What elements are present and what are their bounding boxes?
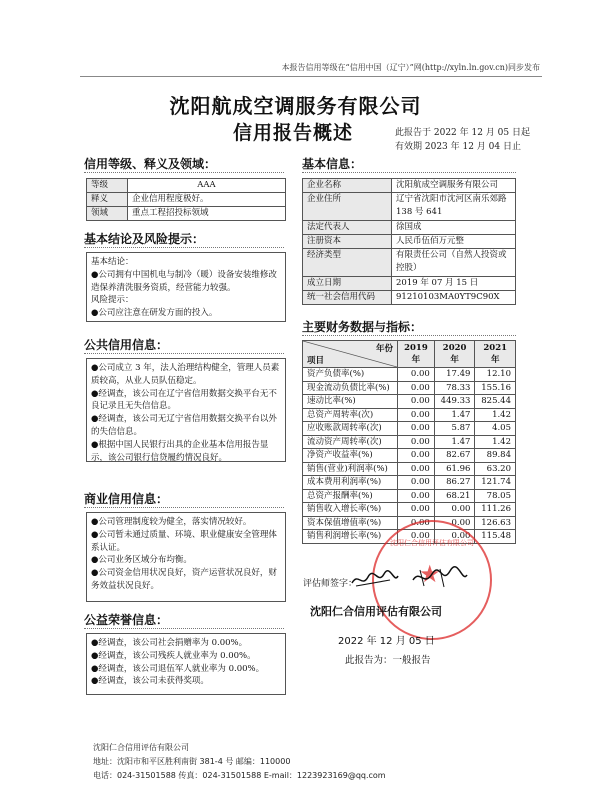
basic-info-table [302,178,516,305]
rating-row [87,207,286,221]
rating-section-title: 信用等级、释义及领域： [84,157,217,171]
financial-row [303,422,516,436]
financial-value: 0.00 [398,489,435,503]
financial-value: 17.49 [434,368,475,382]
basic-info-row [303,291,516,305]
public-welfare-item: ●经调查，该公司残疾人就业率为 0.00%。 [91,650,256,661]
conclusion-box [86,252,286,322]
rating-divider [84,172,284,173]
financial-value: 1.42 [475,408,516,422]
financial-value: 0.00 [398,408,435,422]
financial-metric-name: 销售(营业)利润率(%) [303,462,398,476]
public-credit-item: ●经调查，该公司无辽宁省信用数据交换平台以外的失信信息。 [91,414,277,437]
financial-row [303,395,516,409]
financial-value: 0.00 [398,530,435,544]
financial-metric-name: 现金流动负债比率(%) [303,381,398,395]
financial-section-title: 主要财务数据与指标： [302,320,423,334]
public-welfare-item: ●经调查，该公司退伍军人就业率为 0.00%。 [91,663,265,674]
financial-metric-name: 应收账款周转率(次) [303,422,398,436]
financial-value: 0.00 [398,381,435,395]
basic-conclusion-item: ●公司拥有中国机电与制冷（暖）设备安装维修改造保养清洗服务资质，经营能力较强。 [91,269,277,293]
financial-value: 0.00 [434,530,475,544]
financial-value: 1.47 [434,408,475,422]
basic-info-label: 注册资本 [303,235,392,249]
basic-info-section-title: 基本信息： [302,157,363,171]
financial-row [303,462,516,476]
financial-header-row [303,341,516,368]
financial-value: 4.05 [475,422,516,436]
financial-row [303,381,516,395]
financial-metric-name: 成本费用利润率(%) [303,476,398,490]
basic-info-row [303,179,516,193]
basic-info-label: 成立日期 [303,277,392,291]
evaluation-date: 2022 年 12 月 05 日 [338,636,435,647]
corner-item-label: 项目 [307,356,325,366]
financial-table [302,340,516,544]
basic-info-label: 企业住所 [303,193,392,221]
year-header: 2021 年 [475,341,516,368]
financial-value: 0.00 [434,516,475,530]
financial-value: 1.42 [475,435,516,449]
financial-metric-name: 总资产报酬率(%) [303,489,398,503]
rating-table [86,178,286,221]
financial-value: 0.00 [398,422,435,436]
financial-metric-name: 速动比率(%) [303,395,398,409]
financial-value: 0.00 [398,516,435,530]
seal-star-icon: ★ [419,560,441,588]
public-credit-item: ●根据中国人民银行出具的企业基本信用报告显示，该公司银行信贷履约情况良好。 [91,439,269,463]
financial-row [303,435,516,449]
risk-item: ●公司应注意在研发方面的投入。 [91,308,218,319]
financial-value: 155.16 [475,381,516,395]
risk-label: 风险提示： [91,295,134,306]
financial-metric-name: 资本保值增值率(%) [303,516,398,530]
basic-info-value: 有限责任公司（自然人投资或控股） [392,249,516,277]
evaluator-name: 沈阳仁合信用评估有限公司 [310,605,442,618]
corner-year-label: 年份 [375,344,393,354]
financial-value: 0.00 [398,435,435,449]
financial-value: 78.05 [475,489,516,503]
financial-value: 0.00 [398,476,435,490]
basic-info-row [303,277,516,291]
financial-metric-name: 销售收入增长率(%) [303,503,398,517]
publication-notice: 本报告信用等级在“信用中国（辽宁）”网(http://xyln.ln.gov.cn)同步发布 [281,63,540,72]
basic-info-value: 人民币伍佰万元整 [392,235,516,249]
financial-value: 89.84 [475,449,516,463]
rating-value: AAA [128,179,286,193]
financial-value: 0.00 [398,462,435,476]
public-welfare-item: ●经调查，该公司社会捐赠率为 0.00%。 [91,638,248,648]
basic-info-value: 2019 年 07 月 15 日 [392,277,516,291]
public-credit-item: ●公司成立 3 年，法人治理结构健全，管理人员素质较高，从业人员队伍稳定。 [91,363,280,386]
financial-metric-name: 销售利润增长率(%) [303,530,398,544]
year-header: 2019 年 [398,341,435,368]
financial-value: 68.21 [434,489,475,503]
conclusion-section-title: 基本结论及风险提示： [84,232,205,246]
signature-label: 评估师签字： [303,579,358,589]
rating-row [87,179,286,193]
report-title: 信用报告概述 [233,122,354,144]
basic-info-value: 辽宁省沈阳市沈河区南乐郊路 138 号 641 [392,193,516,221]
financial-row [303,368,516,382]
financial-value: 82.67 [434,449,475,463]
basic-info-value: 91210103MA0YT9C90X [392,291,516,305]
financial-row [303,449,516,463]
footer-company: 沈阳仁合信用评估有限公司 [93,743,189,752]
financial-metric-name: 流动资产周转率(次) [303,435,398,449]
rating-row [87,193,286,207]
financial-value: 5.87 [434,422,475,436]
financial-divider [302,335,516,336]
financial-value: 61.96 [434,462,475,476]
public-welfare-box [86,633,286,695]
financial-value: 63.20 [475,462,516,476]
validity-period [395,126,530,154]
footer-address: 地址：沈阳市和平区胜利南街 381-4 号 邮编：110000 [93,757,291,766]
signature-mark-1 [350,568,400,590]
rating-label: 释义 [87,193,128,207]
financial-value: 115.48 [475,530,516,544]
rating-label: 等级 [87,179,128,193]
basic-info-row [303,193,516,221]
basic-info-label: 企业名称 [303,179,392,193]
valid-until: 有效期 2023 年 12 月 04 日止 [395,142,521,152]
public-credit-section-title: 公共信用信息： [84,338,169,352]
basic-info-value: 徐国成 [392,221,516,235]
financial-row [303,489,516,503]
financial-value: 0.00 [398,395,435,409]
rating-label: 领域 [87,207,128,221]
basic-info-row [303,235,516,249]
financial-row [303,476,516,490]
public-welfare-item: ●经调查，该公司未获得奖项。 [91,676,209,687]
financial-metric-name: 资产负债率(%) [303,368,398,382]
basic-info-row [303,249,516,277]
business-credit-item: ●公司暂未通过质量、环境、职业健康安全管理体系认证。 [91,529,277,553]
year-header: 2020 年 [434,341,475,368]
basic-info-label: 统一社会信用代码 [303,291,392,305]
public-welfare-divider [84,628,284,629]
rating-value: 重点工程招投标领域 [128,207,286,221]
financial-metric-name: 总资产周转率(次) [303,408,398,422]
financial-value: 0.00 [398,449,435,463]
header-divider [80,76,542,77]
basic-conclusion-label: 基本结论： [91,257,134,267]
financial-value: 12.10 [475,368,516,382]
financial-value: 86.27 [434,476,475,490]
basic-info-label: 法定代表人 [303,221,392,235]
public-credit-item: ●经调查，该公司在辽宁省信用数据交换平台无不良记录且无失信信息。 [91,388,277,412]
public-credit-box [86,358,286,462]
business-credit-item: ●公司资金信用状况良好，资产运营状况良好，财务效益状况良好。 [91,568,277,591]
basic-info-value: 沈阳航成空调服务有限公司 [392,179,516,193]
report-type: 此报告为：一般报告 [345,655,431,666]
financial-value: 78.33 [434,381,475,395]
rating-value: 企业信用程度极好。 [128,193,286,207]
conclusion-divider [84,247,284,248]
financial-value: 0.00 [398,503,435,517]
financial-value: 449.33 [434,395,475,409]
basic-info-row [303,221,516,235]
public-credit-divider [84,353,284,354]
public-welfare-section-title: 公益荣誉信息： [84,613,169,627]
financial-metric-name: 净资产收益率(%) [303,449,398,463]
business-credit-section-title: 商业信用信息： [84,492,169,506]
financial-value: 0.00 [398,368,435,382]
basic-info-label: 经济类型 [303,249,392,277]
financial-value: 825.44 [475,395,516,409]
footer-contact: 电话：024-31501588 传真：024-31501588 E-mail：1223923169@qq.com [93,771,386,780]
financial-body [303,368,516,544]
business-credit-box [86,512,286,602]
basic-info-divider [302,172,516,173]
financial-row [303,408,516,422]
business-credit-item: ●公司管理制度较为健全，落实情况较好。 [91,517,252,527]
financial-corner-cell [303,341,398,368]
financial-row [303,503,516,517]
business-credit-divider [84,507,284,508]
company-title: 沈阳航成空调服务有限公司 [169,94,422,118]
signature-mark-2 [410,566,470,590]
issue-date: 此报告于 2022 年 12 月 05 日起 [395,128,530,138]
financial-value: 0.00 [434,503,475,517]
financial-value: 126.63 [475,516,516,530]
business-credit-item: ●公司业务区域分布均衡。 [91,555,192,566]
financial-value: 111.26 [475,503,516,517]
financial-value: 1.47 [434,435,475,449]
seal-text: 沈阳仁合信用评估有限公司 [390,539,474,547]
financial-value: 121.74 [475,476,516,490]
